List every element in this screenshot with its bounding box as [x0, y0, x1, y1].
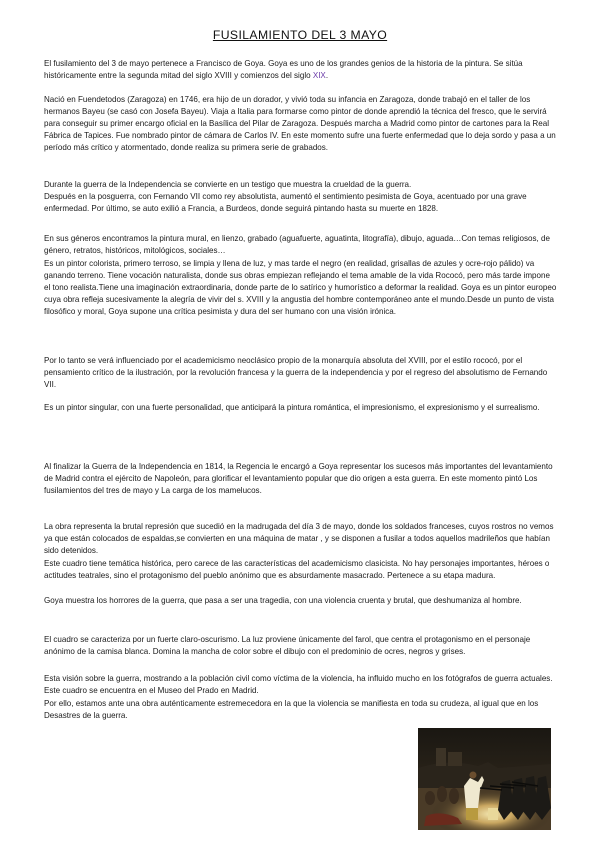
bio-paragraph-4: En sus géneros encontramos la pintura mural, en lienzo, grabado (aguafuerte, aguatinta, litografía), dibujo, aguada…Con temas religiosos, de género, retratos, históricos, mitológicos, sociales…	[44, 234, 550, 256]
bio-paragraph-7: Es un pintor singular, con una fuerte personalidad, que anticipará la pintura romántica, el impresionismo, el expresionismo y el surrealismo.	[44, 403, 540, 412]
closing-paragraph-1: Esta visión sobre la guerra, mostrando a la población civil como víctima de la violencia, ha influido mucho en los fotógrafos de guerra actuales. Este cuadro se encuentra en el Museo del Prado en Madrid.	[44, 674, 553, 696]
work-paragraph-3: Goya muestra los horrores de la guerra, que pasa a ser una tragedia, con una violencia cruenta y brutal, que deshumaniza al hombre.	[44, 596, 522, 605]
bio-paragraph-5: Es un pintor colorista, primero terroso, se limpia y llena de luz, y mas tarde el negro (en realidad, grisallas de azules y ocre-rojo pálido) va ganando terreno. Tiene vocación naturalista, donde sus obras empiezan reflejando el tema amable de la vida Rococó, pero más tarde impone el tono realista.Tiene una imaginación extraordinaria, donde parte de lo satírico y humorístico a deformar la realidad. Goya es un pintor europeo cuya obra refleja sucesivamente la alegría de vivir del s. XVIII y la angustia del hombre contemporáneo ante el mundo.Desde un punto de vista filosófico y moral, Goya supone una crítica pesimista y dura del ser humano con una visión irónica.	[44, 259, 557, 317]
bio-paragraph-1: Nació en Fuendetodos (Zaragoza) en 1746, era hijo de un dorador, y vivió toda su infancia en Zaragoza, donde trabajó en el taller de los hermanos Bayeu (se casó con Josefa Bayeu). Viaja a Italia para formarse como pintor de donde aprendió la técnica del fresco, que le servirá para conseguir su primer encargo oficial en la Basílica del Pilar de Zaragoza. Después marcha a Madrid como pintor de cartones para la Real Fábrica de Tapices. Fue nombrado pintor de cámara de Carlos IV. En este momento sufre una fuerte enfermedad que lo deja sordo y pasa a un período más crítico y atormentado, donde realiza su primera serie de grabados.	[44, 95, 556, 153]
chiaroscuro-paragraph: El cuadro se caracteriza por un fuerte claro-oscurismo. La luz proviene únicamente del farol, que centra el protagonismo en el personaje anónimo de la camisa blanca. Domina la mancha de color sobre el dibujo con el predominio de ocres, negros y grises.	[44, 635, 531, 657]
bio-paragraph-2: Durante la guerra de la Independencia se convierte en un testigo que muestra la crueldad de la guerra.	[44, 180, 412, 189]
intro-text: El fusilamiento del 3 de mayo pertenece a Francisco de Goya. Goya es uno de los grandes genios de la historia de la pintura. Se sitúa históricamente entre la segunda mitad del siglo XVIII y comienzos del siglo	[44, 59, 523, 81]
document-title: FUSILAMIENTO DEL 3 MAYO	[212, 28, 388, 42]
century-highlight: XIX	[312, 71, 326, 81]
intro-paragraph	[44, 58, 558, 82]
bio-paragraph-6: Por lo tanto se verá influenciado por el academicismo neoclásico propio de la monarquía absoluta del XVIII, por el estilo rococó, por el pensamiento crítico de la ilustración, por la revolución francesa y la guerra de la independencia y por el regreso del absolutismo de Fernando VII.	[44, 356, 548, 390]
work-paragraph-2: Este cuadro tiene temática histórica, pero carece de las características del academicismo clasicista. No hay personajes importantes, héroes o actitudes teatrales, sino el protagonismo del pueblo anónimo que es absurdamente masacrado. Pertenece a su etapa madura.	[44, 559, 550, 581]
work-paragraph-1: La obra representa la brutal represión que sucedió en la madrugada del día 3 de mayo, donde los soldados franceses, cuyos rostros no vemos ya que están colocados de espaldas,se convierten en una máquina de matar , y se disponen a fusilar a todos aquellos madrileños que habían sido detenidos.	[44, 522, 554, 556]
intro-text-end: .	[325, 71, 329, 81]
war-paragraph: Al finalizar la Guerra de la Independencia en 1814, la Regencia le encargó a Goya representar los sucesos más importantes del levantamiento de Madrid contra el ejército de Napoleón, para glorificar el levantamiento popular que dio origen a esta guerra. En este momento pintó Los fusilamientos del tres de mayo y La carga de los mamelucos.	[44, 462, 553, 496]
closing-paragraph-2: Por ello, estamos ante una obra auténticamente estremecedora en la que la violencia se manifiesta en toda su crudeza, al igual que en los Desastres de la guerra.	[44, 699, 539, 721]
bio-paragraph-3: Después en la posguerra, con Fernando VII como rey absolutista, aumentó el sentimiento pesimista de Goya, acentuado por una grave enfermedad. Por último, se auto exilió a Francia, a Burdeos, donde seguirá pintando hasta su muerte en 1828.	[44, 192, 527, 214]
painting-image	[418, 728, 551, 830]
